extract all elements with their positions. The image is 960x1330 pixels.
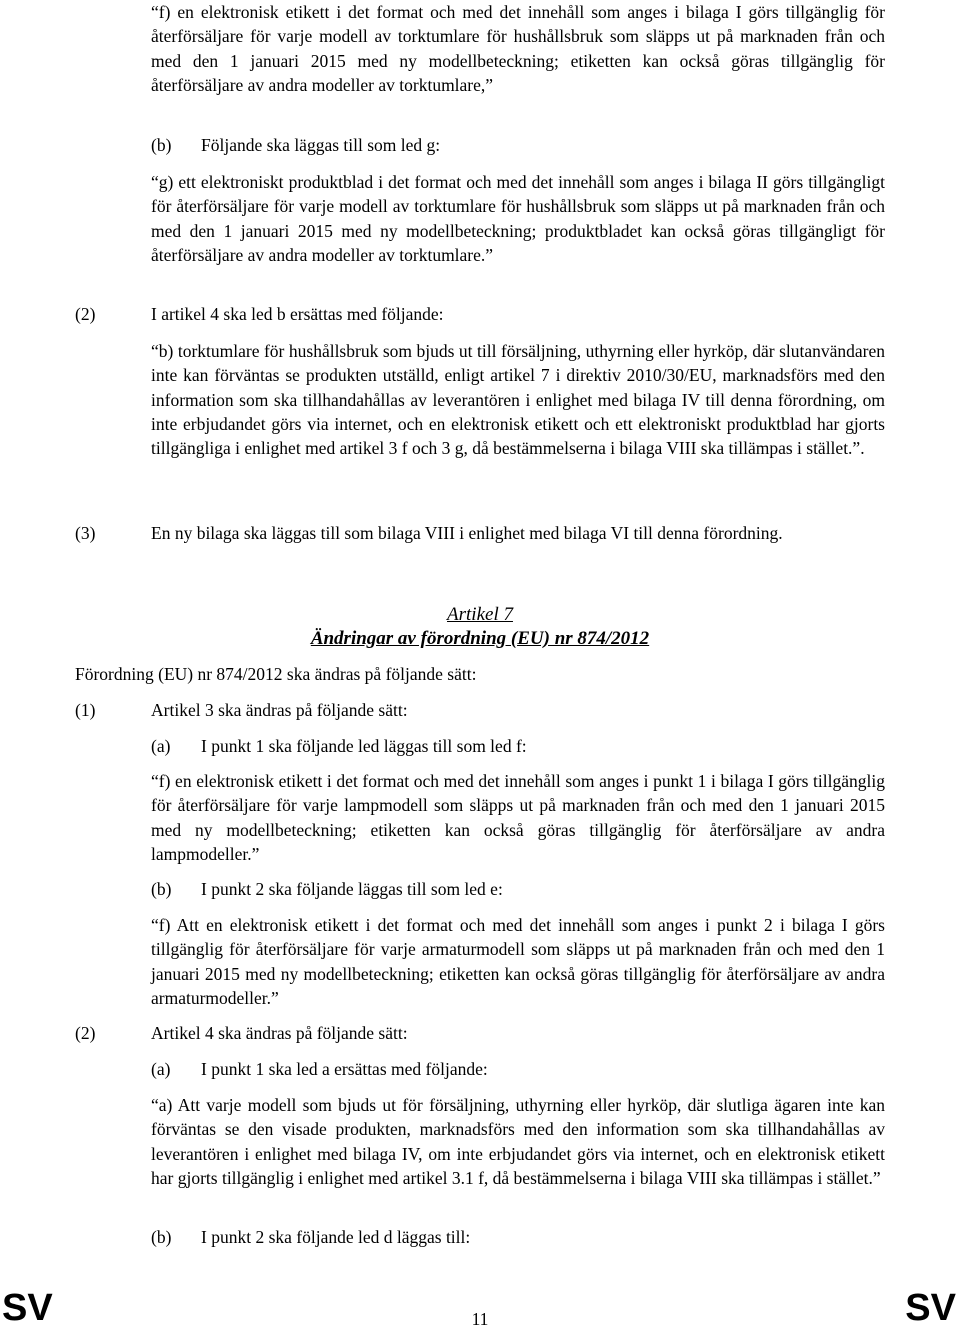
item-text-b3: I punkt 2 ska följande led d läggas till: [201,1227,471,1247]
paragraph-b: “b) torktumlare för hushållsbruk som bjuds ut till försäljning, uthyrning eller hyrköp, där slutanvändaren inte kan förväntas se produkten utställd, enligt artikel 7 i direktiv 2010/30/EU, marknadsförs med den information som ska tillhandahållas av leverantören i enlighet med bilaga IV till denna förordning, om inte erbjudandet görs via internet, och en elektronisk etikett och ett elektroniskt produktblad har gjorts tillgängliga i enlighet med artikel 3 f och 3 g, då bestämmelserna i bilaga VIII ska tillämpas i stället.”. [151,341,885,459]
article-subtitle: Ändringar av förordning (EU) nr 874/2012 [310,628,650,649]
paragraph-f-armatur: “f) Att en elektronisk etikett i det format och med det innehåll som anges i punkt 2 i bilaga I görs tillgänglig för återförsäljare för varje armaturmodell som släpps ut på marknaden från och med den 1 januari 2015 med ny modellbeteckning; etiketten kan också göras tillgänglig för återförsäljare av andra armaturmodeller.” [151,915,885,1008]
paragraph-f-lamp: “f) en elektronisk etikett i det format och med det innehåll som anges i punkt 1 i bilaga I görs tillgänglig för återförsäljare för varje lampmodell som släpps ut på marknaden från och med den 1 januari 2015 med ny modellbeteckning; etiketten kan också göras tillgänglig för återförsäljare av andra lampmodeller.” [151,771,885,864]
item-label-b3: (b) [151,1227,172,1247]
item-text-b2: I punkt 2 ska följande läggas till som led e: [201,879,503,899]
article-title: Artikel 7 [447,604,513,625]
paragraph-g: “g) ett elektroniskt produktblad i det format och med det innehåll som anges i bilaga II görs tillgängligt för återförsäljare för varje modell av torktumlare för hushållsbruk som släpps ut på marknaden från och med den 1 januari 2015 med ny modellbeteckning; produktbladet kan också göras tillgängligt för återförsäljare av andra modeller av torktumlare.” [151,172,885,265]
item-label-3: (3) [75,523,96,543]
item-text-1: Artikel 3 ska ändras på följande sätt: [151,700,408,720]
item-text-2: I artikel 4 ska led b ersättas med följande: [151,304,444,324]
paragraph-f-bilaga-i: “f) en elektronisk etikett i det format och med det innehåll som anges i bilaga I görs tillgänglig för återförsäljare för varje modell av torktumlare för hushållsbruk som släpps ut på marknaden från och med den 1 januari 2015 med ny modellbeteckning; etiketten kan också göras tillgänglig för återförsäljare av andra modeller av torktumlare,” [151,2,885,95]
footer-language-left: SV [2,1287,53,1329]
item-label-a2: (a) [151,1059,171,1079]
item-label-2: (2) [75,304,96,324]
page-number: 11 [471,1309,489,1329]
item-label-b: (b) [151,135,172,155]
item-text-a1: I punkt 1 ska följande led läggas till som led f: [201,736,527,756]
item-label-a1: (a) [151,736,171,756]
paragraph-a: “a) Att varje modell som bjuds ut för försäljning, uthyrning eller hyrköp, där slutliga ägaren inte kan förväntas se den visade produkten, marknadsförs med den information som ska tillhandahållas av leverantören i enlighet med bilaga IV, om inte erbjudandet görs via internet, och en elektronisk etikett har gjorts tillgänglig i enlighet med artikel 3.1 f, då bestämmelserna i bilaga VIII ska tillämpas i stället.” [151,1095,885,1188]
footer-language-right: SV [905,1287,956,1329]
item-text-a2: I punkt 1 ska led a ersättas med följande: [201,1059,488,1079]
article-intro: Förordning (EU) nr 874/2012 ska ändras på följande sätt: [75,664,477,684]
item-label-2b: (2) [75,1023,96,1043]
item-label-1: (1) [75,700,96,720]
item-text-2b: Artikel 4 ska ändras på följande sätt: [151,1023,408,1043]
item-text-3: En ny bilaga ska läggas till som bilaga VIII i enlighet med bilaga VI till denna förordning. [151,523,783,543]
item-text-b: Följande ska läggas till som led g: [201,135,441,155]
item-label-b2: (b) [151,879,172,899]
